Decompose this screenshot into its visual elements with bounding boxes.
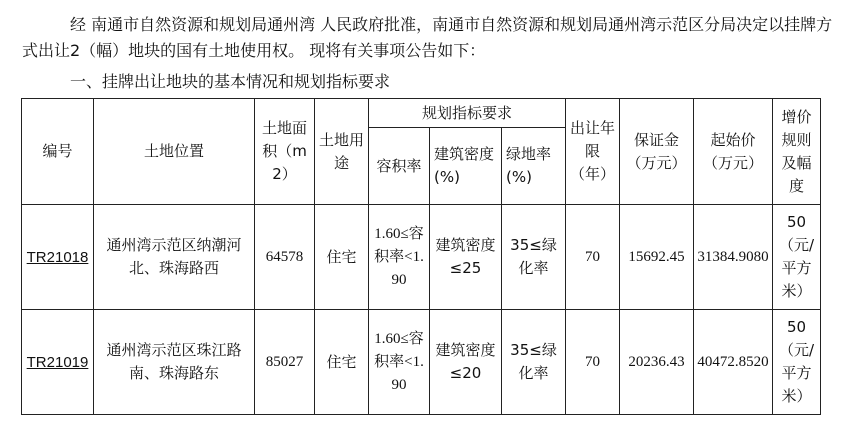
cell-start-price: 31384.9080 xyxy=(694,205,773,310)
cell-area: 85027 xyxy=(255,310,315,415)
cell-far: 1.60≤容积率<1.90 xyxy=(369,205,430,310)
cell-location: 通州湾示范区珠江路南、珠海路东 xyxy=(94,310,255,415)
header-code: 编号 xyxy=(22,99,94,205)
cell-green: 35≤绿化率 xyxy=(502,205,566,310)
cell-increment: 50（元/平方米） xyxy=(773,310,821,415)
parcel-code-link[interactable]: TR21018 xyxy=(22,205,94,310)
cell-term: 70 xyxy=(566,310,620,415)
header-green: 绿地率(%) xyxy=(502,128,566,205)
header-far: 容积率 xyxy=(369,128,430,205)
cell-deposit: 15692.45 xyxy=(620,205,694,310)
header-start-price: 起始价（万元） xyxy=(694,99,773,205)
cell-term: 70 xyxy=(566,205,620,310)
header-planning-group: 规划指标要求 xyxy=(369,99,566,128)
header-area: 土地面积（m2） xyxy=(255,99,315,205)
table-row xyxy=(22,310,821,415)
parcel-code-link[interactable]: TR21019 xyxy=(22,310,94,415)
cell-density: 建筑密度≤25 xyxy=(430,205,502,310)
cell-deposit: 20236.43 xyxy=(620,310,694,415)
cell-increment: 50（元/平方米） xyxy=(773,205,821,310)
section-title: 一、挂牌出让地块的基本情况和规划指标要求 xyxy=(70,72,391,91)
cell-use: 住宅 xyxy=(315,205,369,310)
header-term: 出让年限（年） xyxy=(566,99,620,205)
cell-location: 通州湾示范区纳潮河北、珠海路西 xyxy=(94,205,255,310)
header-use: 土地用途 xyxy=(315,99,369,205)
cell-far: 1.60≤容积率<1.90 xyxy=(369,310,430,415)
header-location: 土地位置 xyxy=(94,99,255,205)
cell-density: 建筑密度≤20 xyxy=(430,310,502,415)
cell-use: 住宅 xyxy=(315,310,369,415)
land-parcel-table xyxy=(21,98,821,415)
header-density: 建筑密度(%) xyxy=(430,128,502,205)
cell-green: 35≤绿化率 xyxy=(502,310,566,415)
header-increment: 增价规则及幅度 xyxy=(773,99,821,205)
cell-area: 64578 xyxy=(255,205,315,310)
announcement-intro: 经 南通市自然资源和规划局通州湾 人民政府批准，南通市自然资源和规划局通州湾示范区分局决定以挂牌方式出让2（幅）地块的国有土地使用权。 现将有关事项公告如下： xyxy=(22,15,833,60)
header-deposit: 保证金（万元） xyxy=(620,99,694,205)
table-row xyxy=(22,205,821,310)
cell-start-price: 40472.8520 xyxy=(694,310,773,415)
